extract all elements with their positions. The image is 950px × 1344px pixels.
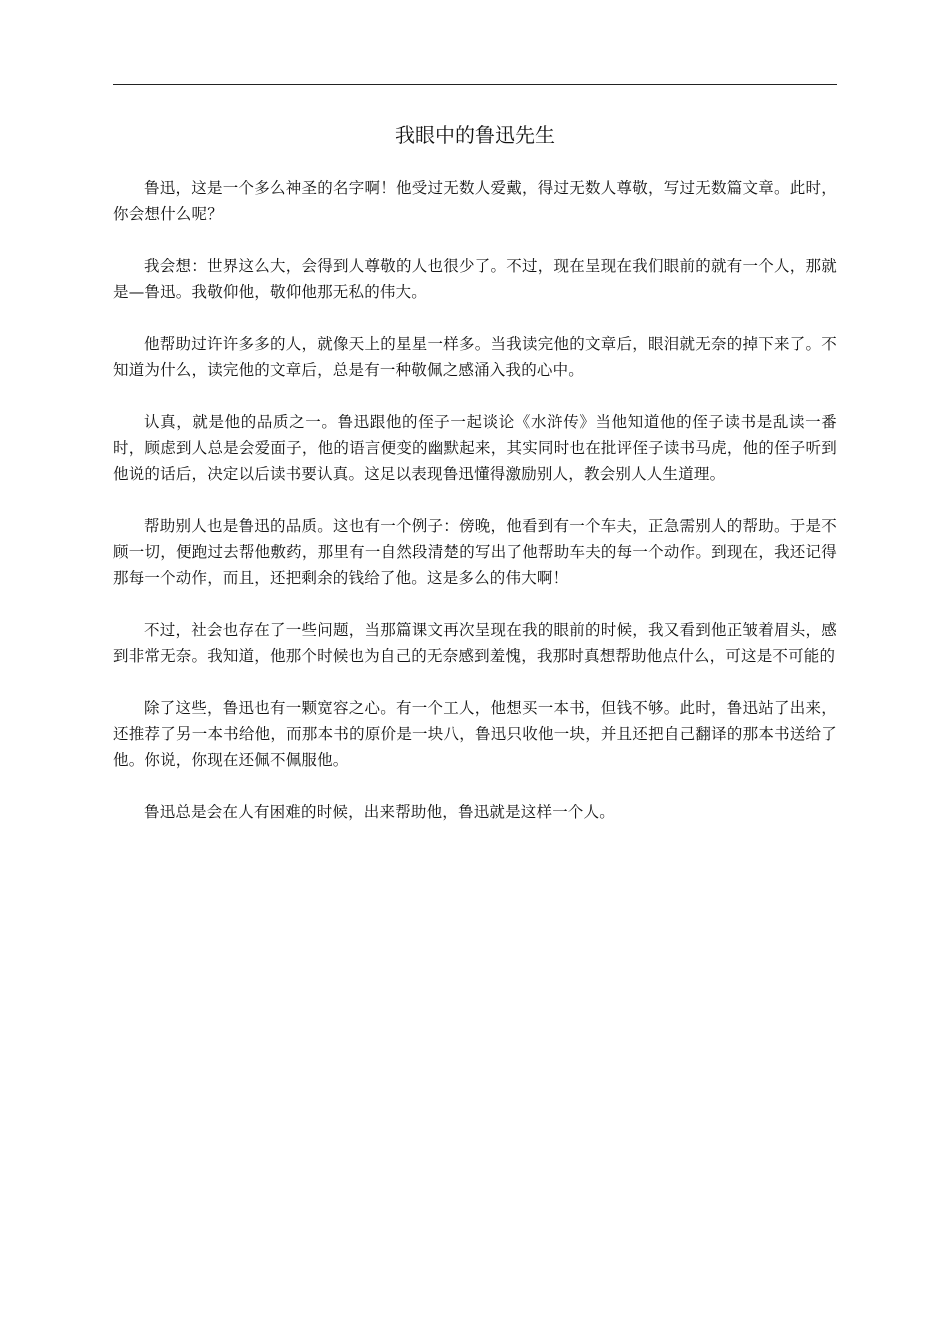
document-title: 我眼中的鲁迅先生: [395, 123, 555, 147]
document-body: [113, 175, 837, 851]
paragraph: 我会想：世界这么大，会得到人尊敬的人也很少了。不过，现在呈现在我们眼前的就有一个人，那就是—鲁迅。我敬仰他，敬仰他那无私的伟大。: [113, 257, 837, 301]
paragraph: 不过，社会也存在了一些问题，当那篇课文再次呈现在我的眼前的时候，我又看到他正皱着眉头，感到非常无奈。我知道，他那个时候也为自己的无奈感到羞愧，我那时真想帮助他点什么，可这是不可能的: [113, 621, 837, 665]
header-rule: [113, 84, 837, 85]
paragraph: 鲁迅总是会在人有困难的时候，出来帮助他，鲁迅就是这样一个人。: [144, 803, 616, 821]
paragraph: 除了这些，鲁迅也有一颗宽容之心。有一个工人，他想买一本书，但钱不够。此时，鲁迅站了出来，还推荐了另一本书给他，而那本书的原价是一块八，鲁迅只收他一块，并且还把自己翻译的那本书送给了他。你说，你现在还佩不佩服他。: [113, 699, 837, 769]
paragraph: 他帮助过许许多多的人，就像天上的星星一样多。当我读完他的文章后，眼泪就无奈的掉下来了。不知道为什么，读完他的文章后，总是有一种敬佩之感涌入我的心中。: [113, 335, 837, 379]
paragraph: 鲁迅，这是一个多么神圣的名字啊！他受过无数人爱戴，得过无数人尊敬，写过无数篇文章。此时，你会想什么呢？: [113, 179, 837, 223]
paragraph: 认真，就是他的品质之一。鲁迅跟他的侄子一起谈论《水浒传》当他知道他的侄子读书是乱读一番时，顾虑到人总是会爱面子，他的语言便变的幽默起来，其实同时也在批评侄子读书马虎，他的侄子听到他说的话后，决定以后读书要认真。这足以表现鲁迅懂得激励别人，教会别人人生道理。: [113, 413, 837, 483]
paragraph: 帮助别人也是鲁迅的品质。这也有一个例子：傍晚，他看到有一个车夫，正急需别人的帮助。于是不顾一切，便跑过去帮他敷药，那里有一自然段清楚的写出了他帮助车夫的每一个动作。到现在，我还记得那每一个动作，而且，还把剩余的钱给了他。这是多么的伟大啊！: [113, 517, 837, 587]
